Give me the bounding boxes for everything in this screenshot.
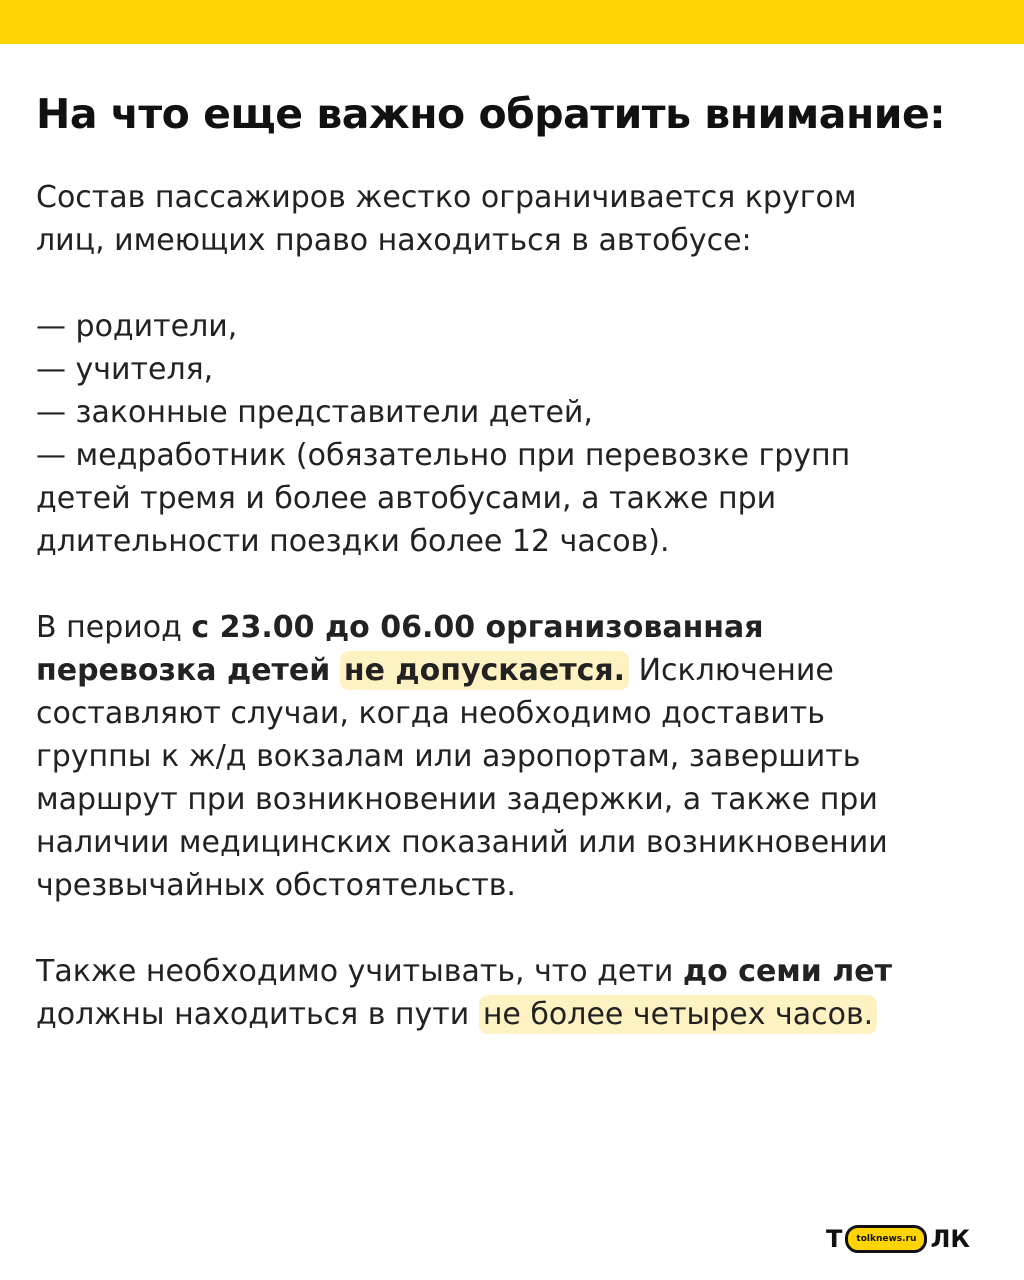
paragraph-gap (36, 262, 986, 305)
top-accent-bar (0, 0, 1024, 44)
night-restriction-paragraph (36, 606, 986, 907)
list-item-teachers: — учителя, (36, 352, 214, 387)
list-item-medic-line-2: детей тремя и более автобусами, а также при (36, 481, 777, 516)
logo-letters-lk: ЛК (930, 1225, 970, 1253)
night-hours-bold: с 23.00 до 06.00 организованная (191, 610, 764, 645)
night-line-7: чрезвычайных обстоятельств. (36, 868, 516, 903)
passenger-list (36, 305, 986, 563)
list-item-medic-line-1: — медработник (обязательно при перевозке групп (36, 438, 851, 473)
logo-letter-t: Т (826, 1225, 843, 1253)
list-item-parents: — родители, (36, 309, 238, 344)
four-hours-highlight: не более четырех часов. (479, 995, 877, 1034)
paragraph-gap (36, 907, 986, 950)
page-title: На что еще важно обратить внимание: (36, 90, 946, 138)
age-line-2 (36, 993, 986, 1036)
night-line-3: составляют случаи, когда необходимо доставить (36, 696, 825, 731)
paragraph-gap (36, 563, 986, 606)
tolk-logo (826, 1226, 970, 1252)
age-bold: до семи лет (682, 954, 892, 989)
night-line-5: маршрут при возникновении задержки, а также при (36, 782, 878, 817)
exception-text: Исключение (629, 653, 834, 688)
age-line-2-text: должны находиться в пути (36, 997, 479, 1032)
night-line-1-text: В период (36, 610, 192, 645)
night-line-4: группы к ж/д вокзалам или аэропортам, завершить (36, 739, 861, 774)
night-line-2 (36, 649, 986, 692)
intro-line-1: Состав пассажиров жестко ограничивается кругом (36, 180, 857, 215)
age-limit-paragraph (36, 950, 986, 1036)
night-line-6: наличии медицинских показаний или возникновении (36, 825, 888, 860)
intro-line-2: лиц, имеющих право находиться в автобусе: (36, 223, 752, 258)
age-line-1 (36, 950, 986, 993)
intro-paragraph (36, 176, 986, 262)
list-item-guardians: — законные представители детей, (36, 395, 593, 430)
list-item-medic-line-3: длительности поездки более 12 часов). (36, 524, 670, 559)
logo-pill-badge: tolknews.ru (845, 1225, 927, 1253)
age-line-1-text: Также необходимо учитывать, что дети (36, 954, 683, 989)
night-transport-bold: перевозка детей (36, 653, 331, 688)
not-allowed-highlight: не допускается. (340, 651, 629, 690)
article-body (36, 176, 986, 1036)
night-line-1 (36, 606, 986, 649)
